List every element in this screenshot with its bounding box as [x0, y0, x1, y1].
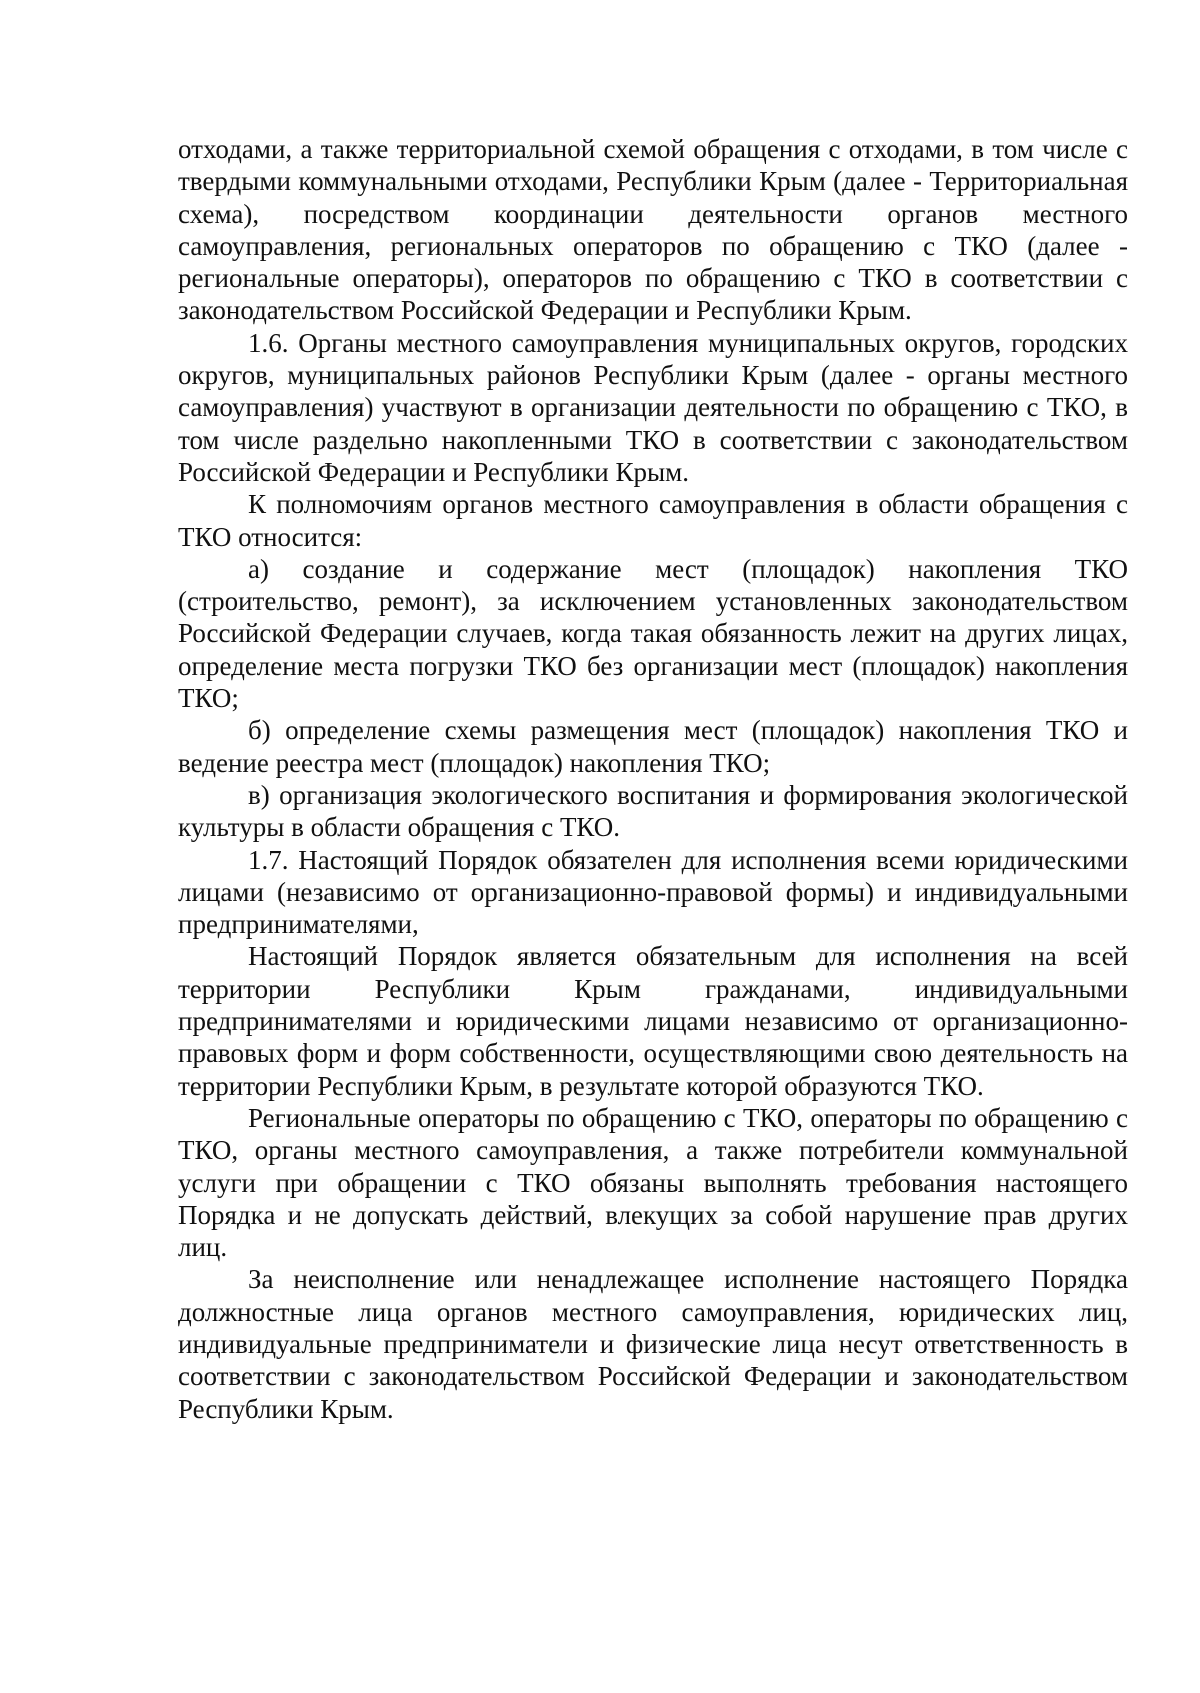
paragraph-mandatory: Настоящий Порядок является обязательным для исполнения на всей территории Республики Крым гражданами, индивидуальными предпринимателями и юридическими лицами независимо от организационно-правовых форм и форм собственности, осуществляющими свою деятельность на территории Республики Крым, в результате которой образуются ТКО.	[178, 941, 1128, 1101]
paragraph-powers-intro: К полномочиям органов местного самоуправления в области обращения с ТКО относится:	[178, 489, 1128, 552]
document-page	[178, 133, 1128, 1425]
paragraph-item-b: б) определение схемы размещения мест (площадок) накопления ТКО и ведение реестра мест (площадок) накопления ТКО;	[178, 715, 1128, 778]
paragraph-item-a: а) создание и содержание мест (площадок) накопления ТКО (строительство, ремонт), за исключением установленных законодательством Российской Федерации случаев, когда такая обязанность лежит на других лицах, определение места погрузки ТКО без организации мест (площадок) накопления ТКО;	[178, 553, 1128, 714]
paragraph-1-7: 1.7. Настоящий Порядок обязателен для исполнения всеми юридическими лицами (независимо от организационно-правовой формы) и индивидуальными предпринимателями,	[178, 844, 1128, 940]
paragraph-item-v: в) организация экологического воспитания и формирования экологической культуры в области обращения с ТКО.	[178, 779, 1128, 843]
paragraph-1-6: 1.6. Органы местного самоуправления муниципальных округов, городских округов, муниципальных районов Республики Крым (далее - органы местного самоуправления) участвуют в организации деятельности по обращению с ТКО, в том числе раздельно накопленными ТКО в соответствии с законодательством Российской Федерации и Республики Крым.	[178, 327, 1128, 487]
paragraph-liability: За неисполнение или ненадлежащее исполнение настоящего Порядка должностные лица органов местного самоуправления, юридических лиц, индивидуальные предприниматели и физические лица несут ответственность в соответствии с законодательством Российской Федерации и законодательством Республики Крым.	[178, 1264, 1128, 1424]
paragraph-operators: Региональные операторы по обращению с ТКО, операторы по обращению с ТКО, органы местного самоуправления, а также потребители коммунальной услуги при обращении с ТКО обязаны выполнять требования настоящего Порядка и не допускать действий, влекущих за собой нарушение прав других лиц.	[178, 1102, 1128, 1263]
paragraph-continuation: отходами, а также территориальной схемой обращения с отходами, в том числе с твердыми коммунальными отходами, Республики Крым (далее - Территориальная схема), посредством координации деятельности органов местного самоуправления, региональных операторов по обращению с ТКО (далее - региональные операторы), операторов по обращению с ТКО в соответствии с законодательством Российской Федерации и Республики Крым.	[178, 134, 1128, 326]
